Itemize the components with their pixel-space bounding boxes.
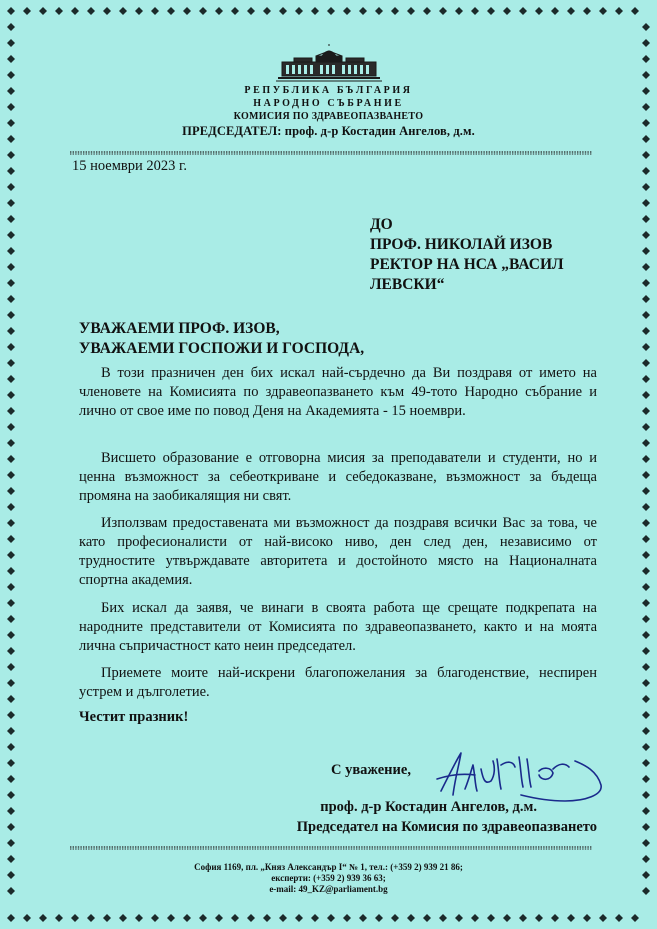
- closing-wish: Честит празник!: [79, 709, 189, 725]
- border-diamond: [247, 7, 255, 15]
- border-diamond: [642, 247, 650, 255]
- border-diamond: [7, 439, 15, 447]
- border-diamond: [231, 7, 239, 15]
- border-diamond: [642, 343, 650, 351]
- border-diamond: [642, 455, 650, 463]
- border-diamond: [642, 375, 650, 383]
- border-diamond: [551, 914, 559, 922]
- greeting-line-1: УВАЖАЕМИ ПРОФ. ИЗОВ,: [79, 320, 280, 337]
- border-diamond: [7, 663, 15, 671]
- border-diamond: [167, 7, 175, 15]
- border-diamond: [642, 791, 650, 799]
- border-diamond: [642, 599, 650, 607]
- footer-experts-phone: експерти: (+359 2) 939 36 63;: [271, 873, 386, 883]
- letter-date: 15 ноември 2023 г.: [72, 158, 187, 174]
- body-paragraph: Бих искал да заявя, че винаги в своята работа ще срещате подкрепата на народните представители от Комисията по здравеопазването, както и на моята лична съпричастност като неин председател.: [79, 600, 597, 654]
- border-diamond: [135, 7, 143, 15]
- border-diamond: [471, 7, 479, 15]
- border-diamond: [642, 215, 650, 223]
- border-diamond: [642, 183, 650, 191]
- border-diamond: [119, 914, 127, 922]
- border-diamond: [7, 23, 15, 31]
- border-diamond: [87, 7, 95, 15]
- border-diamond: [375, 914, 383, 922]
- border-diamond: [642, 439, 650, 447]
- border-diamond: [439, 7, 447, 15]
- border-diamond: [7, 231, 15, 239]
- border-diamond: [642, 471, 650, 479]
- border-diamond: [642, 839, 650, 847]
- border-diamond: [7, 327, 15, 335]
- border-diamond: [23, 914, 31, 922]
- border-diamond: [375, 7, 383, 15]
- border-diamond: [7, 791, 15, 799]
- border-diamond: [71, 914, 79, 922]
- border-diamond: [642, 647, 650, 655]
- border-diamond: [599, 7, 607, 15]
- border-diamond: [215, 7, 223, 15]
- border-diamond: [295, 914, 303, 922]
- border-diamond: [7, 631, 15, 639]
- border-diamond: [7, 359, 15, 367]
- border-diamond: [642, 615, 650, 623]
- border-diamond: [7, 343, 15, 351]
- border-diamond: [87, 914, 95, 922]
- border-diamond: [583, 914, 591, 922]
- border-diamond: [642, 167, 650, 175]
- border-diamond: [642, 263, 650, 271]
- border-diamond: [183, 914, 191, 922]
- border-diamond: [151, 7, 159, 15]
- border-diamond: [471, 914, 479, 922]
- border-diamond: [55, 914, 63, 922]
- border-diamond: [615, 914, 623, 922]
- border-diamond: [231, 914, 239, 922]
- footer-email: e-mail: 49_KZ@parliament.bg: [269, 884, 388, 894]
- border-diamond: [642, 391, 650, 399]
- body-paragraph: Приемете моите най-искрени благопожелания за благоденствие, неспирен устрем и дълголетие.: [79, 665, 597, 700]
- border-diamond: [455, 7, 463, 15]
- border-diamond: [7, 775, 15, 783]
- border-diamond: [642, 551, 650, 559]
- border-diamond: [631, 914, 639, 922]
- border-diamond: [642, 55, 650, 63]
- header-institution: НАРОДНО СЪБРАНИЕ: [253, 98, 404, 109]
- border-diamond: [642, 727, 650, 735]
- border-diamond: [167, 914, 175, 922]
- border-diamond: [7, 679, 15, 687]
- border-diamond: [631, 7, 639, 15]
- addressee-to: ДО: [370, 216, 393, 233]
- border-diamond: [642, 759, 650, 767]
- border-diamond: [103, 7, 111, 15]
- border-diamond: [642, 279, 650, 287]
- border-diamond: [642, 663, 650, 671]
- border-diamond: [642, 711, 650, 719]
- border-diamond: [551, 7, 559, 15]
- border-diamond: [7, 71, 15, 79]
- border-diamond: [7, 311, 15, 319]
- border-diamond: [487, 914, 495, 922]
- border-diamond: [519, 914, 527, 922]
- border-diamond: [7, 407, 15, 415]
- border-diamond: [642, 487, 650, 495]
- border-diamond: [567, 7, 575, 15]
- addressee-title: РЕКТОР НА НСА „ВАСИЛ: [370, 256, 564, 273]
- footer-divider: [70, 846, 592, 850]
- border-diamond: [642, 503, 650, 511]
- border-diamond: [642, 743, 650, 751]
- border-diamond: [535, 914, 543, 922]
- border-diamond: [7, 914, 15, 922]
- border-diamond: [642, 71, 650, 79]
- border-diamond: [642, 567, 650, 575]
- border-diamond: [151, 914, 159, 922]
- border-diamond: [7, 487, 15, 495]
- border-diamond: [7, 535, 15, 543]
- border-diamond: [642, 23, 650, 31]
- greeting-line-2: УВАЖАЕМИ ГОСПОЖИ И ГОСПОДА,: [79, 340, 365, 357]
- border-diamond: [642, 359, 650, 367]
- body-paragraph: В този празничен ден бих искал най-сърдечно да Ви поздравя от името на членовете на Комисията по здравеопазването към 49-тото Народно събрание и лично от свое име по повод Деня на Академията - 15 ноември.: [79, 365, 597, 419]
- border-diamond: [7, 7, 15, 15]
- border-diamond: [7, 55, 15, 63]
- addressee-block: [370, 215, 564, 295]
- border-diamond: [7, 375, 15, 383]
- border-diamond: [487, 7, 495, 15]
- border-diamond: [642, 327, 650, 335]
- border-diamond: [642, 535, 650, 543]
- header-committee: КОМИСИЯ ПО ЗДРАВЕОПАЗВАНЕТО: [233, 111, 424, 122]
- border-diamond: [311, 7, 319, 15]
- border-diamond: [327, 7, 335, 15]
- border-diamond: [7, 599, 15, 607]
- body-paragraph: Висшето образование е отговорна мисия за преподаватели и студенти, но и ценна възможност за себеоткриване и себедоказване, възможност за бъдеща промяна на заобикалящия ни свят.: [79, 450, 597, 504]
- border-diamond: [642, 199, 650, 207]
- border-diamond: [23, 7, 31, 15]
- body-paragraph: Използвам предоставената ми възможност да поздравя всички Вас за това, че като професионалисти от най-високо ниво, ден след ден, независимо от трудностите утвърждавате авторитета и достойното място на Националната спортна академия.: [79, 515, 597, 588]
- handwritten-signature: [435, 745, 615, 805]
- border-diamond: [7, 151, 15, 159]
- border-diamond: [567, 914, 575, 922]
- border-diamond: [423, 914, 431, 922]
- border-diamond: [7, 423, 15, 431]
- border-diamond: [407, 7, 415, 15]
- border-diamond: [583, 7, 591, 15]
- border-diamond: [71, 7, 79, 15]
- border-diamond: [327, 914, 335, 922]
- header-chair: ПРЕДСЕДАТЕЛ: проф. д-р Костадин Ангелов, д.м.: [182, 124, 475, 138]
- border-diamond: [343, 914, 351, 922]
- header-divider: [70, 151, 592, 155]
- border-diamond: [503, 7, 511, 15]
- border-diamond: [7, 759, 15, 767]
- border-diamond: [7, 199, 15, 207]
- border-diamond: [7, 391, 15, 399]
- border-diamond: [7, 615, 15, 623]
- border-diamond: [247, 914, 255, 922]
- border-diamond: [7, 503, 15, 511]
- border-diamond: [359, 914, 367, 922]
- border-diamond: [7, 295, 15, 303]
- border-diamond: [7, 695, 15, 703]
- border-diamond: [7, 743, 15, 751]
- border-diamond: [642, 407, 650, 415]
- border-diamond: [7, 839, 15, 847]
- border-diamond: [7, 519, 15, 527]
- border-diamond: [391, 7, 399, 15]
- border-diamond: [55, 7, 63, 15]
- border-diamond: [642, 775, 650, 783]
- border-diamond: [199, 914, 207, 922]
- border-diamond: [7, 647, 15, 655]
- border-diamond: [39, 7, 47, 15]
- border-diamond: [642, 631, 650, 639]
- border-diamond: [407, 914, 415, 922]
- border-diamond: [7, 727, 15, 735]
- border-diamond: [642, 423, 650, 431]
- addressee-name: ПРОФ. НИКОЛАЙ ИЗОВ: [370, 236, 553, 253]
- border-diamond: [7, 215, 15, 223]
- footer-address: София 1169, пл. „Княз Александър I“ № 1, тел.: (+359 2) 939 21 86;: [194, 862, 463, 872]
- border-diamond: [7, 471, 15, 479]
- border-diamond: [535, 7, 543, 15]
- border-diamond: [103, 914, 111, 922]
- border-diamond: [642, 311, 650, 319]
- border-diamond: [7, 263, 15, 271]
- border-diamond: [7, 551, 15, 559]
- border-diamond: [642, 807, 650, 815]
- border-diamond: [359, 7, 367, 15]
- border-diamond: [215, 914, 223, 922]
- border-diamond: [279, 7, 287, 15]
- header-country: РЕПУБЛИКА БЪЛГАРИЯ: [244, 85, 413, 96]
- signatory-name: проф. д-р Костадин Ангелов, д.м.: [320, 799, 537, 815]
- border-diamond: [642, 583, 650, 591]
- border-diamond: [7, 455, 15, 463]
- border-diamond: [279, 914, 287, 922]
- border-diamond: [615, 7, 623, 15]
- border-diamond: [642, 39, 650, 47]
- border-diamond: [39, 914, 47, 922]
- parliament-building-icon: [276, 44, 382, 82]
- border-diamond: [311, 914, 319, 922]
- border-diamond: [7, 39, 15, 47]
- border-diamond: [503, 914, 511, 922]
- border-diamond: [642, 695, 650, 703]
- border-diamond: [135, 914, 143, 922]
- border-diamond: [7, 167, 15, 175]
- border-diamond: [519, 7, 527, 15]
- sign-off-regards: С уважение,: [331, 762, 411, 778]
- border-diamond: [183, 7, 191, 15]
- border-diamond: [263, 914, 271, 922]
- border-diamond: [642, 679, 650, 687]
- border-diamond: [119, 7, 127, 15]
- border-diamond: [7, 567, 15, 575]
- border-diamond: [7, 183, 15, 191]
- border-diamond: [642, 151, 650, 159]
- border-diamond: [423, 7, 431, 15]
- border-diamond: [263, 7, 271, 15]
- border-diamond: [7, 247, 15, 255]
- border-diamond: [295, 7, 303, 15]
- border-diamond: [642, 823, 650, 831]
- signatory-role: Председател на Комисия по здравеопазването: [296, 819, 597, 835]
- border-diamond: [391, 914, 399, 922]
- border-diamond: [599, 914, 607, 922]
- border-diamond: [7, 583, 15, 591]
- addressee-title-cont: ЛЕВСКИ“: [370, 276, 445, 293]
- border-diamond: [642, 295, 650, 303]
- border-diamond: [642, 231, 650, 239]
- border-diamond: [199, 7, 207, 15]
- border-diamond: [7, 711, 15, 719]
- border-diamond: [343, 7, 351, 15]
- border-diamond: [7, 279, 15, 287]
- border-diamond: [455, 914, 463, 922]
- border-diamond: [642, 519, 650, 527]
- border-diamond: [439, 914, 447, 922]
